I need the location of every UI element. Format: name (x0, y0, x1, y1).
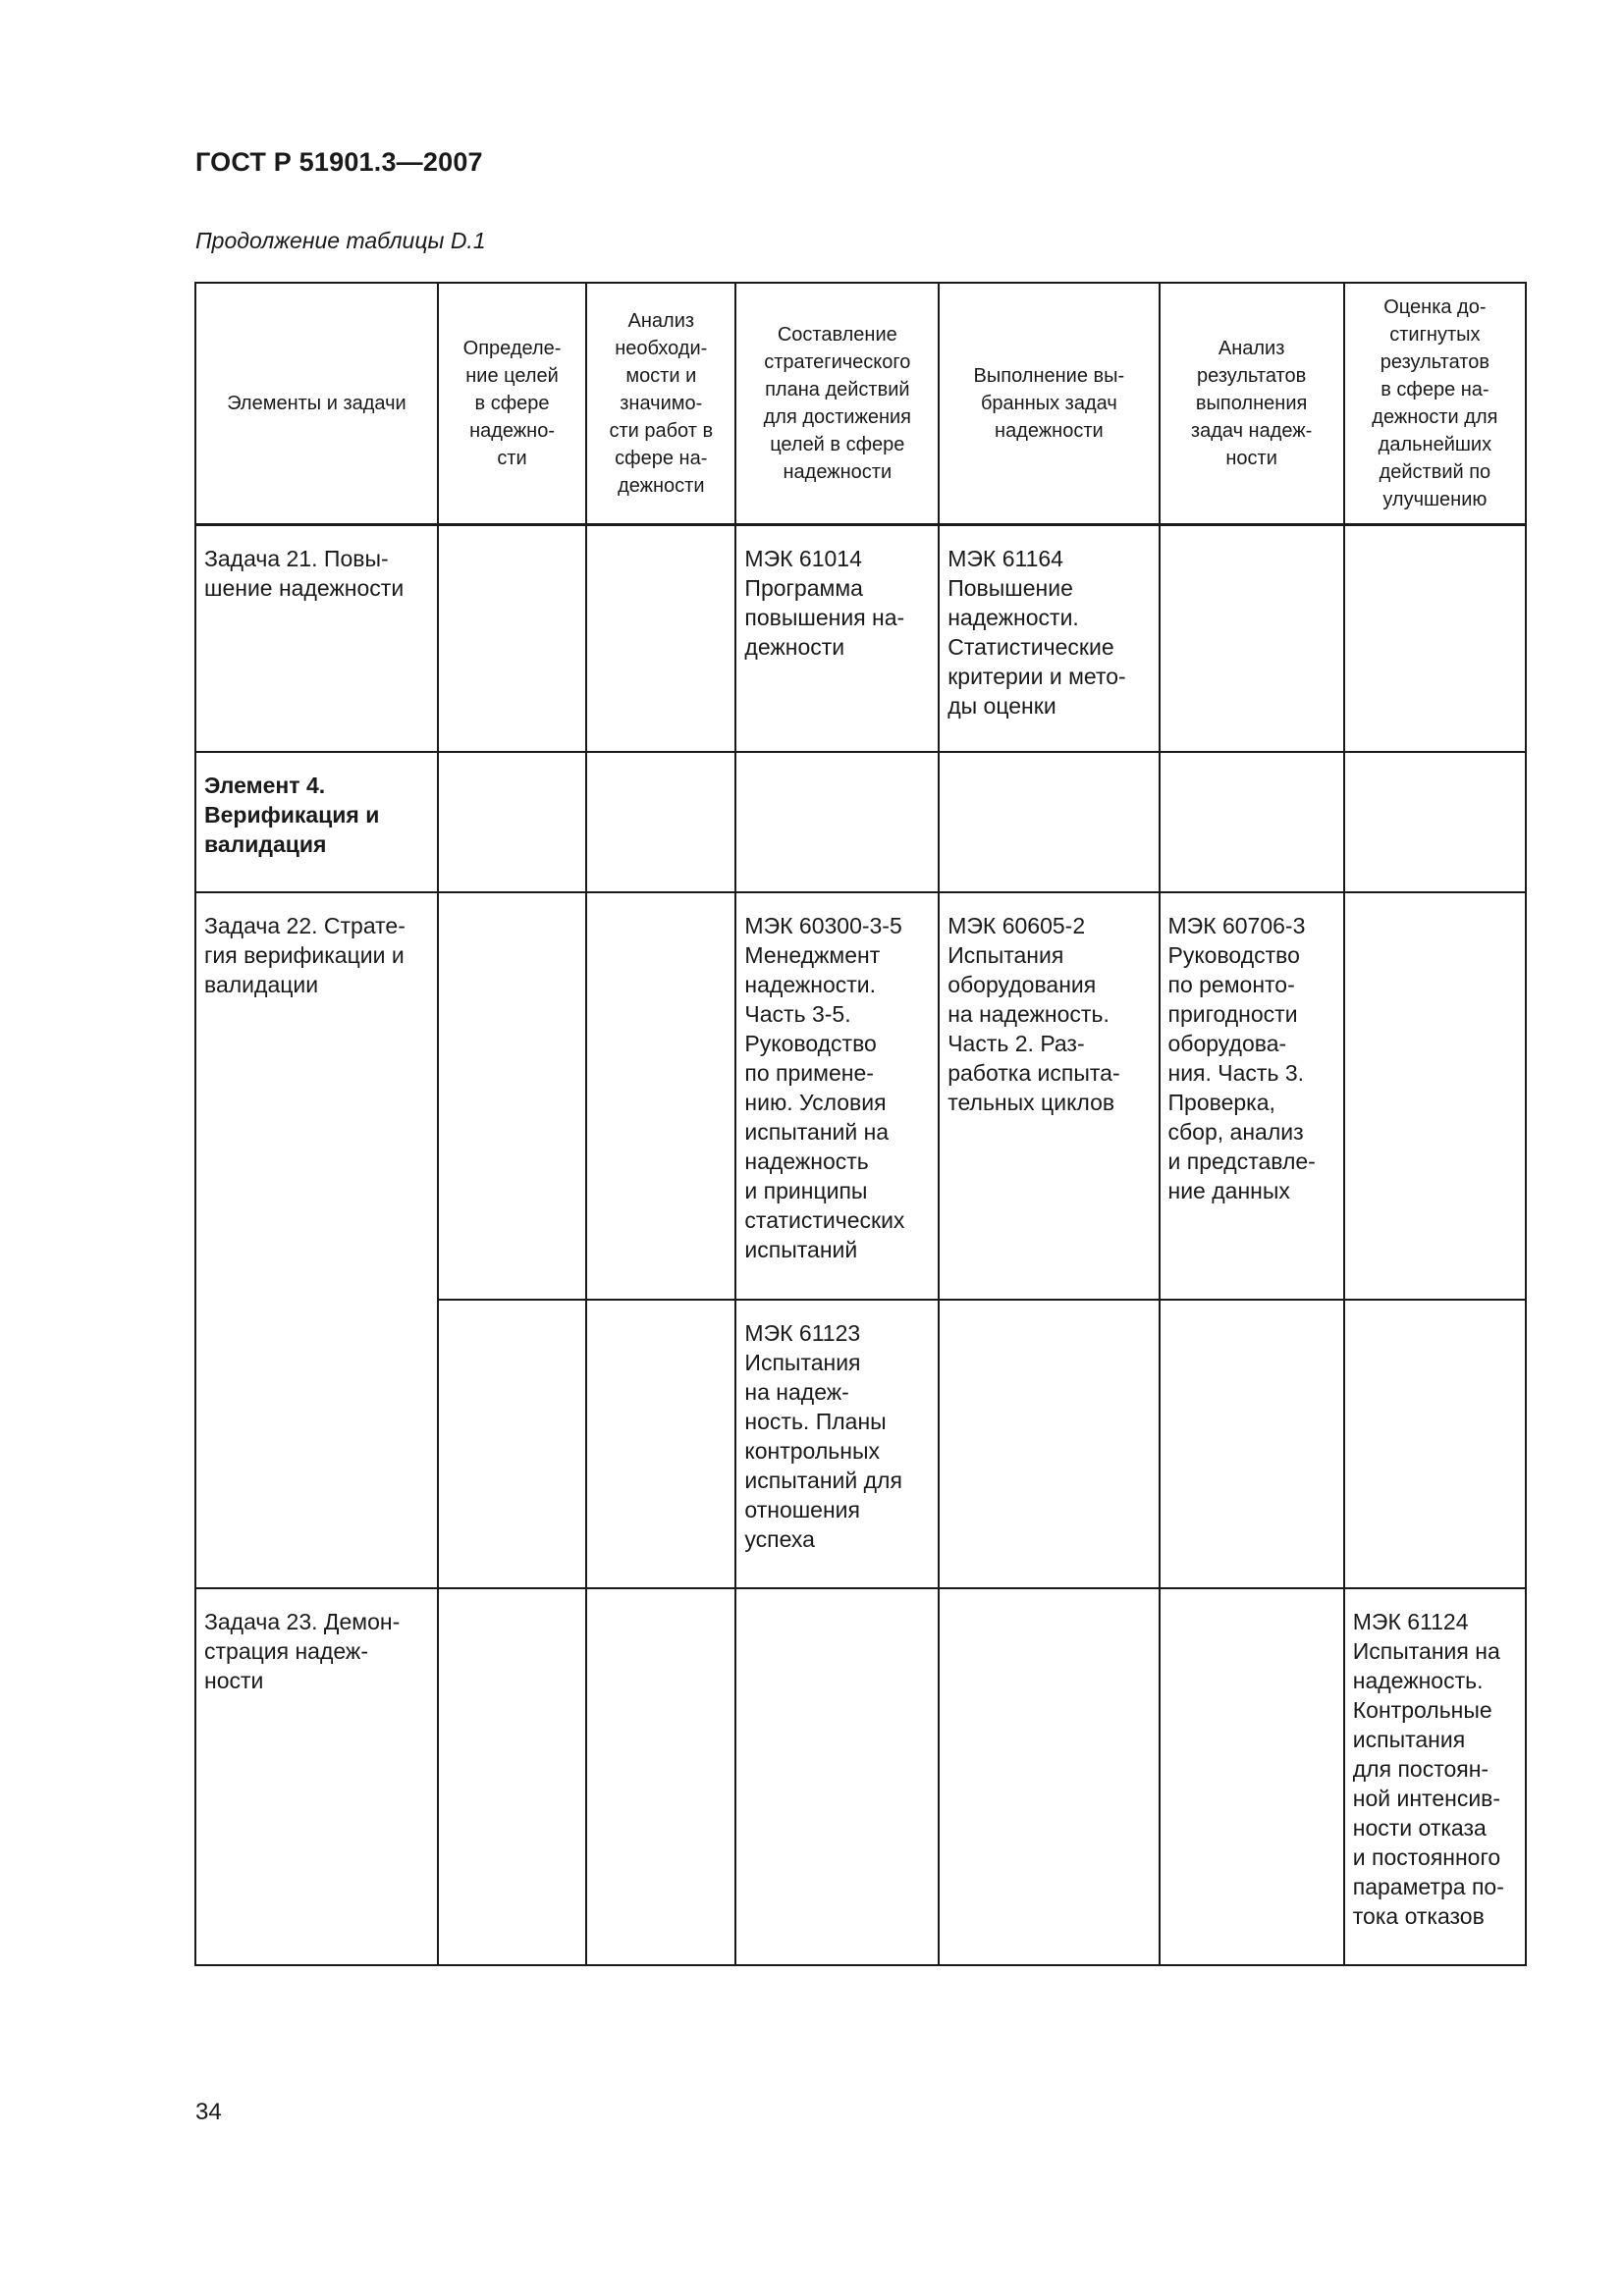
empty-cell (438, 1588, 586, 1965)
header-results-analysis: Анализ результатов выполнения задач надеж- ности (1160, 283, 1344, 524)
table-row-task23 (195, 1588, 1526, 1965)
table-caption: Продолжение таблицы D.1 (195, 228, 486, 253)
task22-analysis-a: МЭК 60706-3 Руководство по ремонто- пригодности оборудова- ния. Часть 3. Проверка, сбор, анализ и представле- ние данных (1160, 892, 1344, 1300)
empty-cell (1160, 524, 1344, 752)
task22-plan-b: МЭК 61123 Испытания на надеж- ность. Планы контрольных испытаний для отношения успеха (735, 1300, 939, 1588)
element4-label: Элемент 4. Верификация и валидация (195, 752, 438, 892)
header-strategic-plan: Составление стратегического плана действий для достижения целей в сфере надежности (735, 283, 939, 524)
table-row-task21 (195, 524, 1526, 752)
empty-cell (438, 1300, 586, 1588)
header-goals: Определе- ние целей в сфере надежно- сти (438, 283, 586, 524)
empty-cell (1160, 752, 1344, 892)
empty-cell (1160, 1300, 1344, 1588)
task21-exec: МЭК 61164 Повышение надежности. Статистические критерии и мето- ды оценки (939, 524, 1159, 752)
task23-eval: МЭК 61124 Испытания на надежность. Контрольные испытания для постоян- ной интенсив- ности отказа и постоянного параметра по- тока отказов (1344, 1588, 1526, 1965)
empty-cell (735, 752, 939, 892)
empty-cell (939, 1588, 1159, 1965)
empty-cell (438, 524, 586, 752)
header-needs-analysis: Анализ необходи- мости и значимо- сти работ в сфере на- дежности (586, 283, 735, 524)
empty-cell (1344, 892, 1526, 1300)
empty-cell (939, 1300, 1159, 1588)
empty-cell (586, 1300, 735, 1588)
empty-cell (438, 752, 586, 892)
table-row-task22 (195, 892, 1526, 1300)
empty-cell (1344, 524, 1526, 752)
task21-plan: МЭК 61014 Программа повышения на- дежности (735, 524, 939, 752)
header-elements-tasks: Элементы и задачи (195, 283, 438, 524)
task23-label: Задача 23. Демон- страция надеж- ности (195, 1588, 438, 1965)
empty-cell (735, 1588, 939, 1965)
header-evaluation: Оценка до- стигнутых результатов в сфере на- дежности для дальнейших действий по улучшению (1344, 283, 1526, 524)
empty-cell (586, 892, 735, 1300)
empty-cell (939, 752, 1159, 892)
table-header-row (195, 283, 1526, 524)
task21-label: Задача 21. Повы- шение надежности (195, 524, 438, 752)
empty-cell (586, 752, 735, 892)
requirements-table (194, 282, 1527, 1966)
document-number: ГОСТ Р 51901.3—2007 (195, 147, 483, 177)
empty-cell (1344, 752, 1526, 892)
empty-cell (1160, 1588, 1344, 1965)
table-row-element4 (195, 752, 1526, 892)
header-execution: Выполнение вы- бранных задач надежности (939, 283, 1159, 524)
page-number: 34 (195, 2099, 222, 2125)
empty-cell (438, 892, 586, 1300)
task22-plan-a: МЭК 60300-3-5 Менеджмент надежности. Часть 3-5. Руководство по примене- нию. Условия испытаний на надежность и принципы статистических испытаний (735, 892, 939, 1300)
task22-label: Задача 22. Страте- гия верификации и валидации (195, 892, 438, 1588)
empty-cell (1344, 1300, 1526, 1588)
empty-cell (586, 524, 735, 752)
task22-exec-a: МЭК 60605-2 Испытания оборудования на надежность. Часть 2. Раз- работка испыта- тельных циклов (939, 892, 1159, 1300)
empty-cell (586, 1588, 735, 1965)
